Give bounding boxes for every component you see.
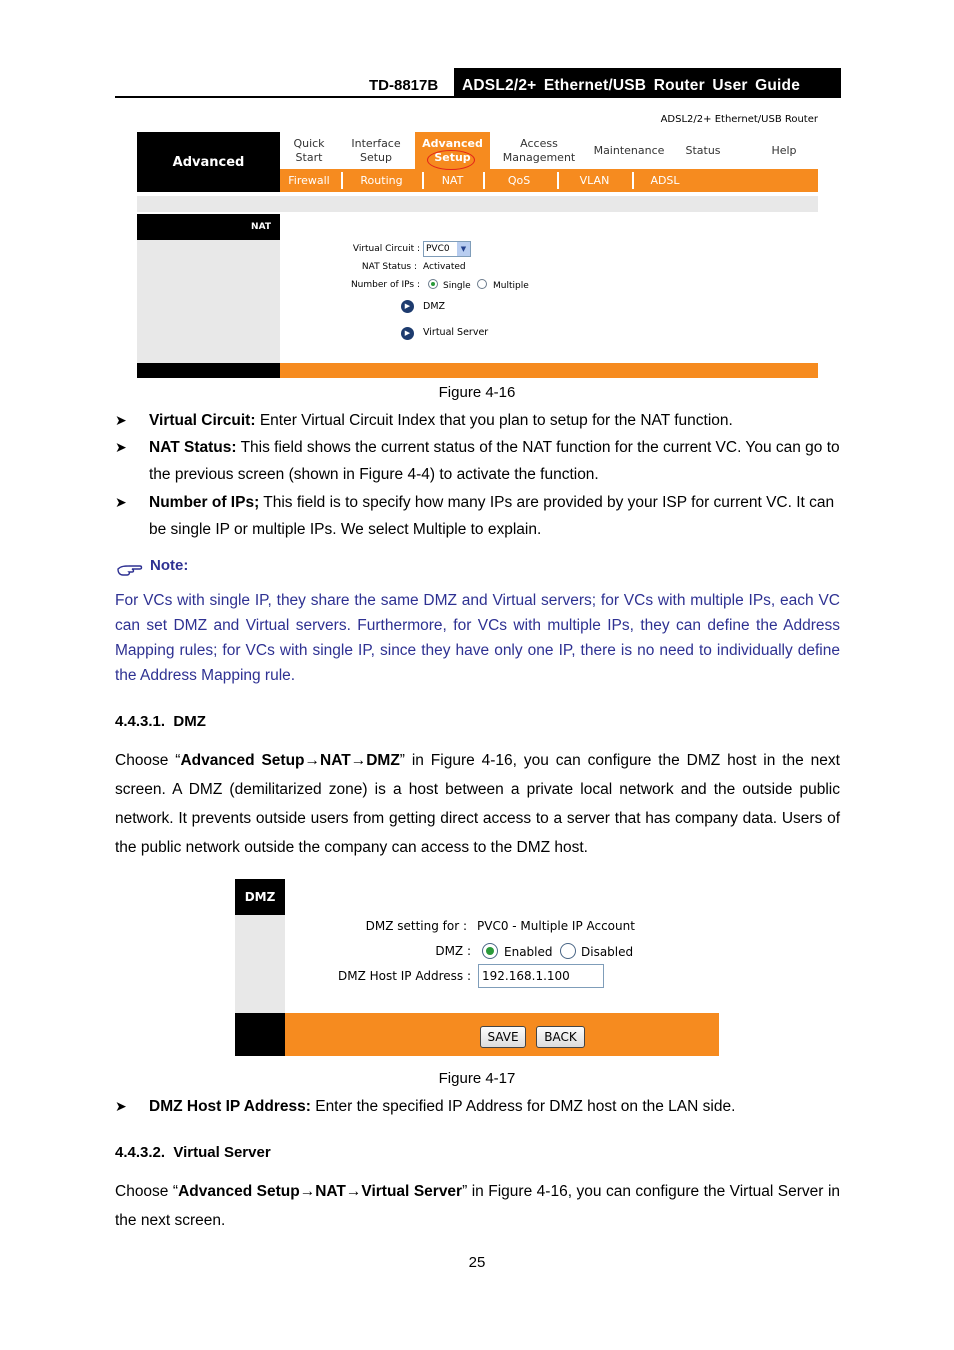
list-item-text: Enter the specified IP Address for DMZ host on the LAN side. xyxy=(310,1098,736,1115)
chevron-down-icon: ▼ xyxy=(457,242,470,256)
num-ips-multiple-radio[interactable] xyxy=(477,279,487,289)
num-ips-label: Number of IPs : xyxy=(350,280,420,290)
arrow-bullet-icon: ➤ xyxy=(115,412,127,428)
list-item xyxy=(115,434,845,488)
nat-status-label: NAT Status : xyxy=(361,262,417,272)
submenu-separator xyxy=(632,172,634,189)
footer-right xyxy=(280,363,818,378)
submenu-adsl[interactable]: ADSL xyxy=(650,174,680,187)
section-paragraph xyxy=(115,746,840,862)
list-item xyxy=(115,1093,845,1120)
arrow-bullet-icon: ➤ xyxy=(115,1098,127,1114)
link-virtual-server[interactable]: Virtual Server xyxy=(423,327,489,338)
submenu-nat[interactable]: NAT xyxy=(441,174,464,187)
dmz-setting-value: PVC0 - Multiple IP Account xyxy=(477,919,635,933)
para-prefix: Choose “ xyxy=(115,1183,179,1200)
nat-highlight-ellipse xyxy=(427,150,475,170)
menu-maintenance[interactable]: Maintenance xyxy=(593,143,665,157)
note-title: Note: xyxy=(150,557,189,574)
menu-help[interactable]: Help xyxy=(771,143,797,157)
dmz-label: DMZ : xyxy=(435,944,471,958)
arrow-bullet-icon: ➤ xyxy=(115,494,127,510)
link-dmz[interactable]: DMZ xyxy=(423,301,446,312)
figure-caption: Figure 4-16 xyxy=(438,384,516,401)
list-item-text: Enter Virtual Circuit Index that you plan to setup for the NAT function. xyxy=(255,412,733,429)
nat-status-value: Activated xyxy=(423,262,466,272)
list-item-text: This field is to specify how many IPs are provided by your ISP for current VC. It can be single IP or multiple IPs. We select Multiple to explain. xyxy=(149,494,835,538)
list-item-term: NAT Status: xyxy=(149,439,237,456)
submenu-firewall[interactable]: Firewall xyxy=(288,174,330,187)
virtual-circuit-label: Virtual Circuit : xyxy=(352,244,420,254)
router-topbar xyxy=(137,132,818,192)
list-item-text: This field shows the current status of the NAT function for the current VC. You can go to the previous screen (shown in Figure 4-4) to activate the function. xyxy=(149,439,840,483)
sub-menu xyxy=(280,169,818,192)
note-body: For VCs with single IP, they share the same DMZ and Virtual servers; for VCs with multiple IPs, each VC can set DMZ and Virtual servers. Furthermore, for VCs with multiple IPs, they can define the Address Mapping rules; for VCs with single IP, since they have only one IP, there is no need to individually define the Address Mapping rule. xyxy=(115,592,840,684)
num-ips-single-label: Single xyxy=(443,281,471,291)
para-prefix: Choose “ xyxy=(115,752,181,769)
num-ips-multiple-label: Multiple xyxy=(493,281,529,291)
para-path: Advanced Setup→NAT→DMZ xyxy=(180,752,400,769)
dmz-disabled-label: Disabled xyxy=(581,945,634,959)
save-button[interactable]: SAVE xyxy=(480,1026,526,1048)
gray-band xyxy=(137,196,818,212)
list-item xyxy=(115,489,845,543)
num-ips-single-radio[interactable] xyxy=(428,279,438,289)
router-brand: ADSL2/2+ Ethernet/USB Router xyxy=(660,114,818,125)
submenu-routing[interactable]: Routing xyxy=(360,174,403,187)
para-path: Advanced Setup→NAT→Virtual Server xyxy=(178,1183,463,1200)
submenu-separator xyxy=(557,172,559,189)
footer-left xyxy=(137,363,280,378)
dmz-host-ip-input[interactable]: 192.168.1.100 xyxy=(478,964,604,988)
para-suffix: ” in Figure 4-16, you can configure the Virtual Server in the next screen. xyxy=(115,1183,841,1229)
menu-status[interactable]: Status xyxy=(685,143,721,157)
submenu-separator xyxy=(422,172,424,189)
menu-quick-start[interactable]: Quick Start xyxy=(293,136,325,164)
list-item-term: DMZ Host IP Address: xyxy=(149,1098,311,1115)
dmz-setting-label: DMZ setting for : xyxy=(365,919,467,933)
dmz-enabled-label: Enabled xyxy=(504,945,553,959)
para-suffix: ” in Figure 4-16, you can configure the DMZ host in the next screen. A DMZ (demilitarized zone) is a host between a private local network and the outside public network. It prevents outside users from getting direct access to a server that has company data. Users of the public network outside the company can access to the DMZ host. xyxy=(115,752,840,856)
section-heading: 4.4.3.1. DMZ xyxy=(115,713,206,730)
menu-access-management[interactable]: Access Management xyxy=(502,136,576,164)
figure-caption: Figure 4-17 xyxy=(438,1070,516,1087)
virtual-circuit-select[interactable] xyxy=(423,241,471,257)
back-button[interactable]: BACK xyxy=(536,1026,585,1048)
dmz-host-label: DMZ Host IP Address : xyxy=(337,969,471,983)
arrow-bullet-icon: ➤ xyxy=(115,439,127,455)
virtual-circuit-value: PVC0 xyxy=(426,244,450,254)
submenu-separator xyxy=(341,172,343,189)
list-item-term: Virtual Circuit: xyxy=(149,412,256,429)
figure-dmz-screenshot xyxy=(235,879,719,1056)
section-title: Advanced xyxy=(172,154,245,170)
pointing-hand-icon xyxy=(117,561,143,577)
figure-nat-screenshot xyxy=(137,112,818,378)
list-item-term: Number of IPs; xyxy=(149,494,260,511)
panel-label-nat: NAT xyxy=(137,214,280,240)
footer-left xyxy=(235,1013,285,1056)
submenu-qos[interactable]: QoS xyxy=(507,174,531,187)
dmz-enabled-radio[interactable] xyxy=(482,943,498,959)
list-item xyxy=(115,407,845,434)
page-number: 25 xyxy=(468,1254,486,1271)
dmz-disabled-radio[interactable] xyxy=(560,943,576,959)
submenu-vlan[interactable]: VLAN xyxy=(579,174,610,187)
section-paragraph xyxy=(115,1177,840,1235)
arrow-right-icon: ▶ xyxy=(401,300,414,313)
main-menu xyxy=(280,132,818,169)
header-title: ADSL2/2+ Ethernet/USB Router User Guide xyxy=(454,68,841,98)
panel-label-dmz: DMZ xyxy=(235,879,285,915)
header-model: TD-8817B xyxy=(369,77,439,94)
submenu-separator xyxy=(483,172,485,189)
menu-advanced-setup[interactable]: Advanced Setup xyxy=(415,132,490,169)
menu-interface-setup[interactable]: Interface Setup xyxy=(351,136,401,164)
section-heading: 4.4.3.2. Virtual Server xyxy=(115,1144,271,1161)
header-rule xyxy=(115,96,841,98)
arrow-right-icon: ▶ xyxy=(401,327,414,340)
